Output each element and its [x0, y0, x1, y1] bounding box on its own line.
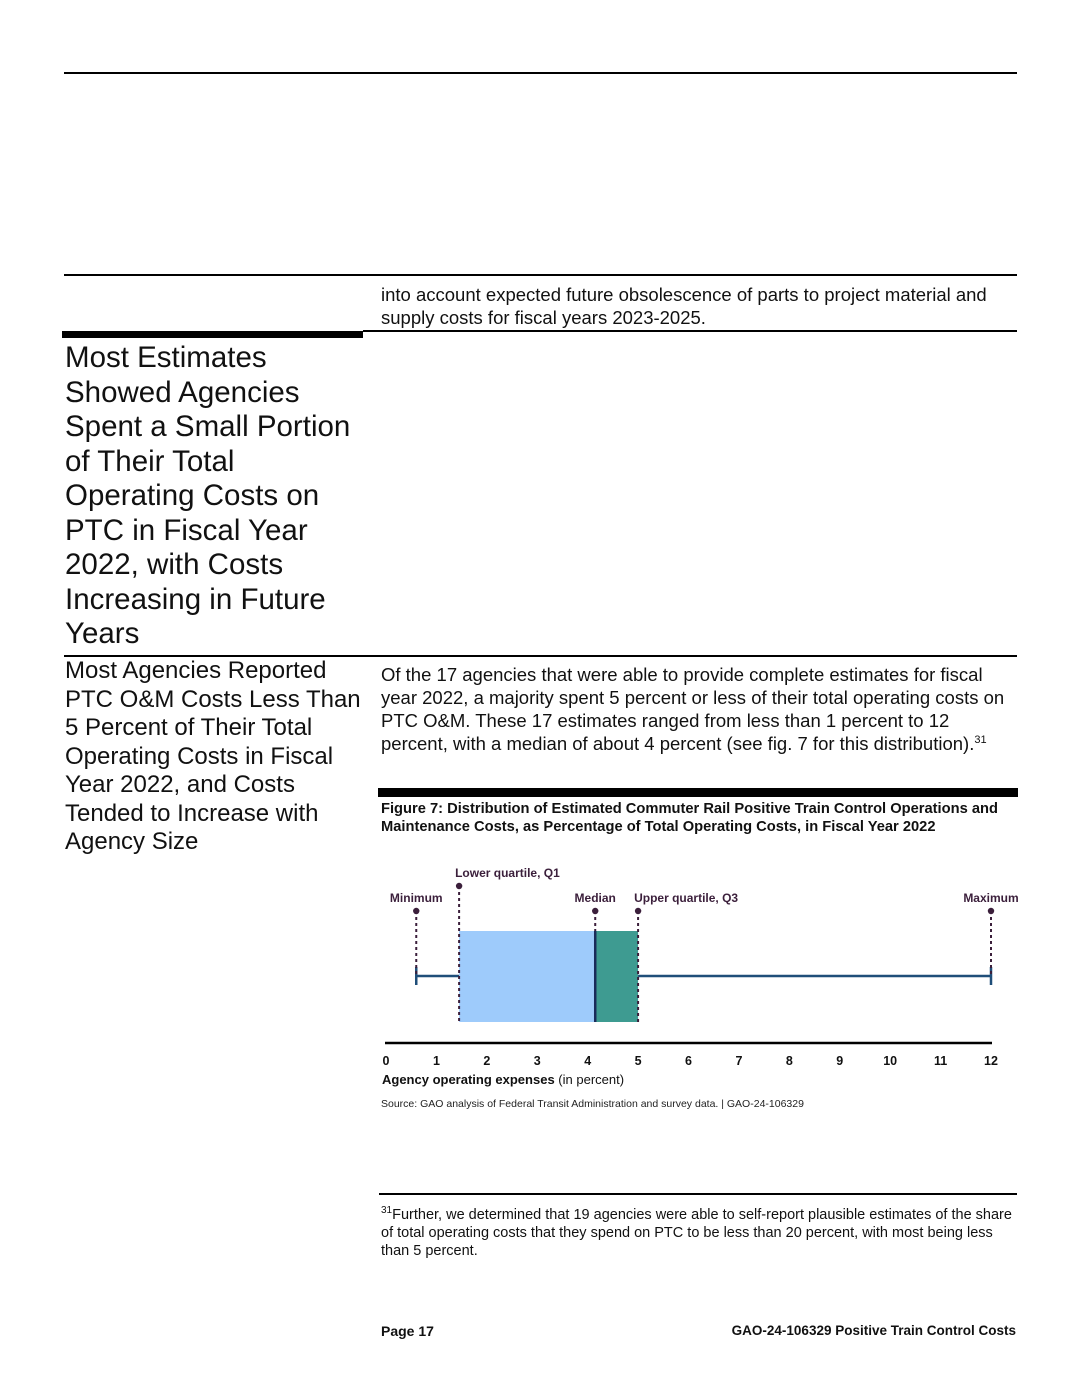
upper-box — [595, 931, 638, 1022]
figure-title: Figure 7: Distribution of Estimated Commuter Rail Positive Train Control Operations and Maintenance Costs, as Percentage of Total Operating Costs, in Fiscal Year 2022 — [381, 801, 998, 835]
footnote — [381, 1202, 1021, 1260]
body-paragraph-text: Of the 17 agencies that were able to provide complete estimates for fiscal year 2022, a majority spent 5 percent or less of their total operating costs on PTC O&M. These 17 estimates ranged from less than 1 percent to 12 percent, with a median of about 4 percent (see fig. 7 for this distribution). — [381, 664, 1005, 754]
figure-thick-rule — [378, 788, 1018, 797]
section-heading: Most Estimates Showed Agencies Spent a Small Portion of Their Total Operating Costs on PTC in Fiscal Year 2022, with Costs Increasing in Future Years — [65, 341, 351, 650]
q1-label: Lower quartile, Q1 — [455, 866, 560, 880]
figure-source: Source: GAO analysis of Federal Transit Administration and survey data. | GAO-24-106329 — [381, 1098, 804, 1110]
x-tick-label-6: 6 — [685, 1054, 692, 1068]
top-paragraph-text: into account expected future obsolescence of parts to project material and supply costs for fiscal years 2023-2025. — [381, 284, 987, 328]
min-marker-dot — [413, 908, 419, 914]
x-tick-label-2: 2 — [483, 1054, 491, 1068]
body-paragraph — [381, 663, 1021, 755]
x-tick-label-4: 4 — [584, 1054, 592, 1068]
page-number: Page 17 — [381, 1323, 434, 1339]
max-marker-dot — [988, 908, 994, 914]
top-paragraph — [381, 283, 1017, 329]
q3-label: Upper quartile, Q3 — [634, 891, 739, 905]
max-label: Maximum — [963, 891, 1019, 905]
footnote-reference[interactable]: 31 — [974, 733, 987, 746]
median-marker-dot — [592, 908, 598, 914]
x-tick-label-8: 8 — [785, 1054, 793, 1068]
section-rule — [64, 274, 1017, 276]
side-heading: Most Agencies Reported PTC O&M Costs Less Than 5 Percent of Their Total Operating Costs in Fiscal Year 2022, and Costs Tended to Increase with Agency Size — [65, 657, 361, 855]
x-axis-title-bold: Agency operating expenses — [382, 1072, 555, 1087]
footnote-number: 31 — [381, 1205, 393, 1216]
lower-box — [459, 931, 595, 1022]
x-axis-title — [382, 1072, 624, 1087]
min-label: Minimum — [389, 891, 443, 905]
top-rule — [64, 72, 1017, 74]
x-tick-label-5: 5 — [634, 1054, 642, 1068]
x-tick-label-9: 9 — [836, 1054, 844, 1068]
q1-marker-dot — [456, 883, 462, 889]
x-tick-label-12: 12 — [984, 1054, 998, 1068]
median-label: Median — [574, 891, 616, 905]
footnote-rule — [379, 1193, 1017, 1195]
box-plot-chart — [370, 862, 1020, 1072]
x-tick-label-11: 11 — [933, 1054, 948, 1068]
heading-thick-rule — [62, 331, 363, 338]
x-tick-label-10: 10 — [883, 1054, 898, 1068]
x-tick-label-1: 1 — [432, 1054, 440, 1068]
x-tick-label-0: 0 — [382, 1054, 390, 1068]
x-tick-label-7: 7 — [735, 1054, 743, 1068]
report-title: GAO-24-106329 Positive Train Control Costs — [731, 1323, 1016, 1338]
x-axis-title-unit: (in percent) — [558, 1072, 625, 1087]
q3-marker-dot — [635, 908, 641, 914]
paragraph-rule — [363, 330, 1017, 332]
footnote-text: Further, we determined that 19 agencies were able to self-report plausible estimates of the share of total operating costs that they spend on PTC to be less than 20 percent, with most being less than 5 percent. — [381, 1206, 1012, 1259]
x-tick-label-3: 3 — [533, 1054, 541, 1068]
